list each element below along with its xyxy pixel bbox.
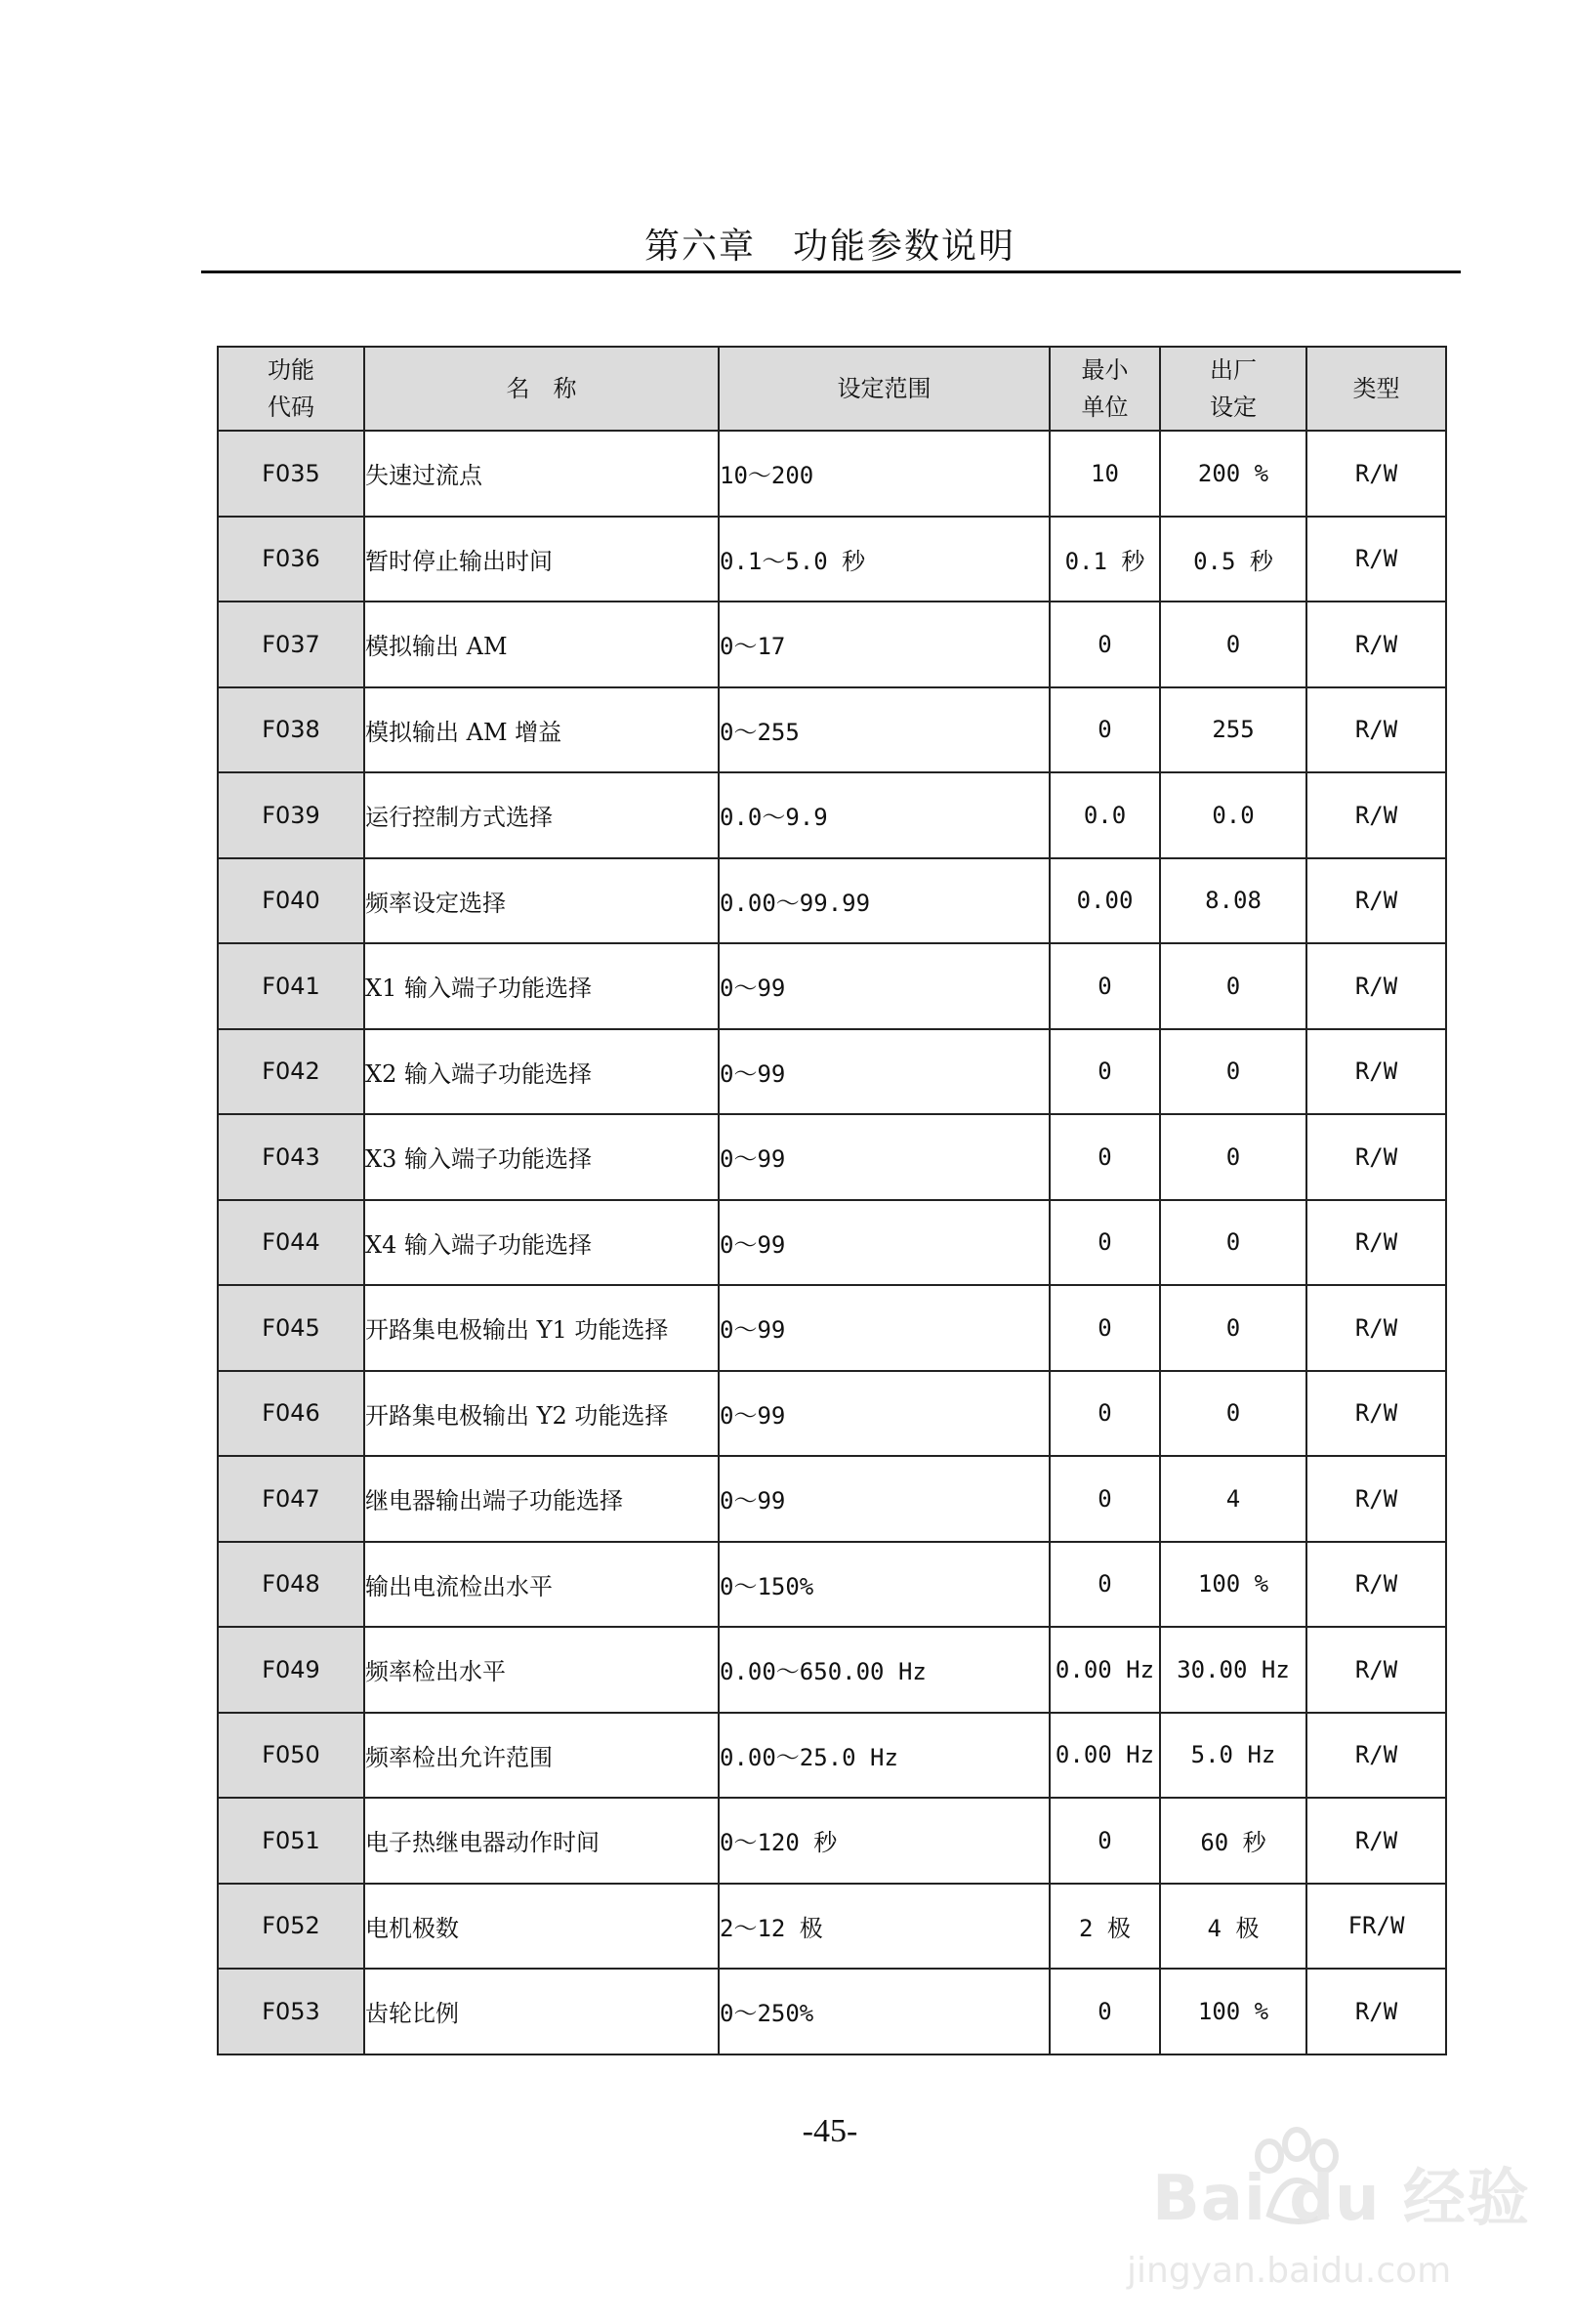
cell-type: R/W	[1306, 602, 1446, 687]
cell-code: F038	[218, 687, 364, 773]
cell-type: R/W	[1306, 858, 1446, 944]
cell-type: R/W	[1306, 1371, 1446, 1457]
cell-type: R/W	[1306, 1200, 1446, 1286]
col-header-unit	[1050, 347, 1160, 431]
cell-name: X1 输入端子功能选择	[364, 943, 719, 1029]
cell-name: 暂时停止输出时间	[364, 517, 719, 602]
cell-range: 0～99	[719, 943, 1050, 1029]
cell-name: 齿轮比例	[364, 1969, 719, 2054]
parameter-table	[217, 346, 1447, 2055]
cell-code: F050	[218, 1713, 364, 1799]
col-header-unit-line1: 最小	[1081, 356, 1129, 384]
cell-unit: 0.0	[1050, 772, 1160, 858]
cell-range: 0～17	[719, 602, 1050, 687]
cell-unit: 0	[1050, 1542, 1160, 1628]
cell-range: 0.00～25.0 Hz	[719, 1713, 1050, 1799]
col-header-type: 类型	[1306, 347, 1446, 431]
cell-unit: 0.00 Hz	[1050, 1713, 1160, 1799]
cell-unit: 0	[1050, 1456, 1160, 1542]
cell-code: F049	[218, 1627, 364, 1713]
cell-default: 5.0 Hz	[1160, 1713, 1306, 1799]
cell-type: R/W	[1306, 1542, 1446, 1628]
cell-name: 开路集电极输出 Y1 功能选择	[364, 1285, 719, 1371]
cell-unit: 0	[1050, 1200, 1160, 1286]
cell-type: R/W	[1306, 431, 1446, 517]
cell-default: 0	[1160, 943, 1306, 1029]
table-row	[218, 1713, 1446, 1799]
cell-unit: 0	[1050, 1029, 1160, 1115]
cell-default: 0	[1160, 1371, 1306, 1457]
cell-range: 0～150%	[719, 1542, 1050, 1628]
cell-name: 频率检出水平	[364, 1627, 719, 1713]
cell-unit: 0	[1050, 1371, 1160, 1457]
cell-default: 8.08	[1160, 858, 1306, 944]
baidu-watermark	[1123, 2129, 1553, 2314]
page-number: -45-	[802, 2113, 858, 2149]
cell-type: R/W	[1306, 1713, 1446, 1799]
table-row	[218, 943, 1446, 1029]
table-row	[218, 1542, 1446, 1628]
cell-range: 0～255	[719, 687, 1050, 773]
cell-range: 0～120 秒	[719, 1798, 1050, 1884]
col-header-range: 设定范围	[719, 347, 1050, 431]
cell-code: F044	[218, 1200, 364, 1286]
cell-default: 100 %	[1160, 1542, 1306, 1628]
cell-code: F036	[218, 517, 364, 602]
cell-code: F048	[218, 1542, 364, 1628]
cell-code: F045	[218, 1285, 364, 1371]
cell-unit: 0	[1050, 687, 1160, 773]
cell-code: F041	[218, 943, 364, 1029]
cell-default: 100 %	[1160, 1969, 1306, 2054]
cell-type: R/W	[1306, 517, 1446, 602]
cell-default: 0.5 秒	[1160, 517, 1306, 602]
table-header-row	[218, 347, 1446, 431]
header-rule	[201, 270, 1461, 273]
cell-range: 0～99	[719, 1114, 1050, 1200]
cell-type: R/W	[1306, 1456, 1446, 1542]
cell-name: 电机极数	[364, 1884, 719, 1970]
col-header-default-line2: 设定	[1210, 394, 1257, 421]
cell-code: F052	[218, 1884, 364, 1970]
col-header-default	[1160, 347, 1306, 431]
table-row	[218, 1456, 1446, 1542]
cell-range: 0.0～9.9	[719, 772, 1050, 858]
cell-unit: 0	[1050, 943, 1160, 1029]
cell-type: R/W	[1306, 772, 1446, 858]
cell-code: F042	[218, 1029, 364, 1115]
cell-range: 0～99	[719, 1371, 1050, 1457]
col-header-code-line1: 功能	[268, 356, 314, 384]
cell-name: X4 输入端子功能选择	[364, 1200, 719, 1286]
cell-code: F047	[218, 1456, 364, 1542]
table-row	[218, 1114, 1446, 1200]
cell-unit: 0	[1050, 1969, 1160, 2054]
col-header-unit-line2: 单位	[1081, 394, 1129, 421]
cell-name: X3 输入端子功能选择	[364, 1114, 719, 1200]
table-row	[218, 1285, 1446, 1371]
cell-type: R/W	[1306, 943, 1446, 1029]
cell-name: 输出电流检出水平	[364, 1542, 719, 1628]
table-row	[218, 1371, 1446, 1457]
cell-name: 开路集电极输出 Y2 功能选择	[364, 1371, 719, 1457]
cell-default: 4 极	[1160, 1884, 1306, 1970]
watermark-url: jingyan.baidu.com	[1127, 2251, 1452, 2291]
cell-name: 模拟输出 AM 增益	[364, 687, 719, 773]
col-header-code-line2: 代码	[268, 394, 314, 421]
cell-default: 0	[1160, 1029, 1306, 1115]
cell-name: 失速过流点	[364, 431, 719, 517]
table-row	[218, 1969, 1446, 2054]
cell-code: F037	[218, 602, 364, 687]
cell-range: 0.1～5.0 秒	[719, 517, 1050, 602]
cell-default: 4	[1160, 1456, 1306, 1542]
table-row	[218, 687, 1446, 773]
col-header-name: 名 称	[364, 347, 719, 431]
cell-unit: 0	[1050, 1798, 1160, 1884]
cell-code: F046	[218, 1371, 364, 1457]
cell-range: 0～99	[719, 1200, 1050, 1286]
cell-name: 电子热继电器动作时间	[364, 1798, 719, 1884]
chapter-title: 第六章 功能参数说明	[643, 227, 1015, 267]
table-row	[218, 602, 1446, 687]
cell-code: F043	[218, 1114, 364, 1200]
cell-default: 0.0	[1160, 772, 1306, 858]
table-row	[218, 858, 1446, 944]
cell-type: R/W	[1306, 1969, 1446, 2054]
cell-type: R/W	[1306, 1627, 1446, 1713]
cell-unit: 10	[1050, 431, 1160, 517]
cell-unit: 0.00 Hz	[1050, 1627, 1160, 1713]
cell-code: F035	[218, 431, 364, 517]
table-row	[218, 431, 1446, 517]
col-header-code	[218, 347, 364, 431]
table-row	[218, 1200, 1446, 1286]
cell-range: 0～99	[719, 1029, 1050, 1115]
cell-unit: 0.00	[1050, 858, 1160, 944]
cell-default: 60 秒	[1160, 1798, 1306, 1884]
cell-name: X2 输入端子功能选择	[364, 1029, 719, 1115]
cell-code: F053	[218, 1969, 364, 2054]
cell-range: 0.00～650.00 Hz	[719, 1627, 1050, 1713]
cell-default: 200 %	[1160, 431, 1306, 517]
table-row	[218, 517, 1446, 602]
cell-default: 0	[1160, 1114, 1306, 1200]
cell-unit: 0	[1050, 1114, 1160, 1200]
cell-name: 运行控制方式选择	[364, 772, 719, 858]
table-row	[218, 1029, 1446, 1115]
cell-unit: 0	[1050, 602, 1160, 687]
cell-default: 0	[1160, 1200, 1306, 1286]
cell-range: 10～200	[719, 431, 1050, 517]
cell-type: R/W	[1306, 1114, 1446, 1200]
watermark-brand: Bai du 经验	[1152, 2163, 1530, 2235]
cell-name: 继电器输出端子功能选择	[364, 1456, 719, 1542]
cell-name: 模拟输出 AM	[364, 602, 719, 687]
col-header-default-line1: 出厂	[1210, 356, 1257, 384]
cell-range: 2～12 极	[719, 1884, 1050, 1970]
cell-range: 0.00～99.99	[719, 858, 1050, 944]
cell-default: 30.00 Hz	[1160, 1627, 1306, 1713]
table-row	[218, 1884, 1446, 1970]
cell-name: 频率检出允许范围	[364, 1713, 719, 1799]
cell-default: 0	[1160, 1285, 1306, 1371]
cell-type: R/W	[1306, 1798, 1446, 1884]
cell-type: R/W	[1306, 1029, 1446, 1115]
table-row	[218, 772, 1446, 858]
cell-name: 频率设定选择	[364, 858, 719, 944]
cell-type: FR/W	[1306, 1884, 1446, 1970]
cell-code: F051	[218, 1798, 364, 1884]
table-row	[218, 1627, 1446, 1713]
cell-code: F040	[218, 858, 364, 944]
cell-range: 0～99	[719, 1456, 1050, 1542]
cell-default: 0	[1160, 602, 1306, 687]
cell-unit: 0	[1050, 1285, 1160, 1371]
cell-range: 0～250%	[719, 1969, 1050, 2054]
cell-type: R/W	[1306, 687, 1446, 773]
cell-unit: 0.1 秒	[1050, 517, 1160, 602]
table-body	[218, 431, 1446, 2054]
table-row	[218, 1798, 1446, 1884]
cell-default: 255	[1160, 687, 1306, 773]
cell-range: 0～99	[719, 1285, 1050, 1371]
cell-type: R/W	[1306, 1285, 1446, 1371]
cell-unit: 2 极	[1050, 1884, 1160, 1970]
cell-code: F039	[218, 772, 364, 858]
